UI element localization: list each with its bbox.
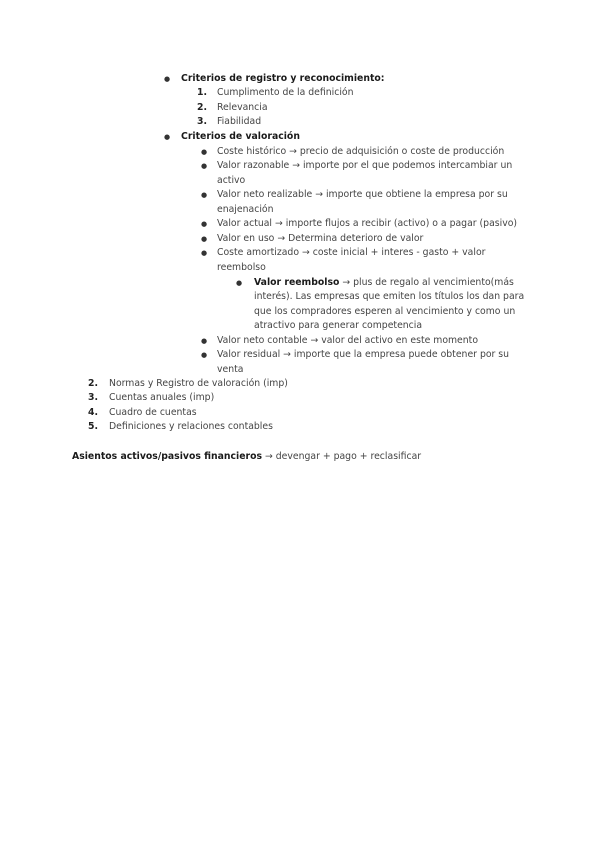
list-item: Cuadro de cuentas	[109, 407, 197, 418]
bullet-icon: ●	[201, 235, 208, 243]
bullet-icon: ●	[164, 75, 171, 83]
list-item: Cumplimento de la definición	[217, 87, 354, 98]
list-number: 4.	[87, 407, 98, 418]
bullet-icon: ●	[201, 220, 208, 228]
list-number: 5.	[87, 421, 98, 432]
list-item: Valor en uso → Determina deterioro de valor	[217, 233, 424, 244]
list-item-continuation: enajenación	[217, 204, 274, 215]
bullet-icon: ●	[164, 133, 171, 141]
list-item: Relevancia	[217, 102, 268, 113]
list-item: Valor actual → importe flujos a recibir (activo) o a pagar (pasivo)	[217, 218, 518, 229]
bullet-icon: ●	[236, 279, 243, 287]
list-number: 2.	[196, 102, 207, 113]
list-number: 2.	[87, 378, 98, 389]
section-title-valoracion: Criterios de valoración	[181, 131, 300, 142]
list-item-continuation: venta	[217, 364, 244, 375]
section-title-registro: Criterios de registro y reconocimiento:	[181, 73, 385, 84]
list-item: Coste amortizado → coste inicial + interes - gasto + valor	[217, 247, 486, 258]
nested-item-text: → plus de regalo al vencimiento(más	[342, 277, 514, 288]
summary-text: → devengar + pago + reclasificar	[264, 451, 422, 462]
summary-paragraph	[72, 451, 421, 463]
list-item: Fiabilidad	[217, 116, 262, 127]
list-item: Valor razonable → importe por el que podemos intercambiar un	[217, 160, 513, 171]
list-item: Valor neto contable → valor del activo en este momento	[217, 335, 479, 346]
list-item: Valor residual → importe que la empresa puede obtener por su	[217, 349, 510, 360]
nested-item-continuation: interés). Las empresas que emiten los títulos los dan para	[254, 291, 525, 302]
bullet-icon: ●	[201, 148, 208, 156]
bullet-icon: ●	[201, 351, 208, 359]
list-item: Definiciones y relaciones contables	[109, 421, 273, 432]
bullet-icon: ●	[201, 337, 208, 345]
list-item: Coste histórico → precio de adquisición o coste de producción	[217, 146, 505, 157]
nested-item-continuation: que los compradores esperen al vencimiento y como un	[254, 306, 516, 317]
list-item: Cuentas anuales (imp)	[109, 392, 215, 403]
list-item-continuation: reembolso	[217, 262, 266, 273]
nested-item	[254, 277, 514, 289]
nested-item-term: Valor reembolso	[254, 277, 340, 288]
bullet-icon: ●	[201, 249, 208, 257]
list-number: 1.	[196, 87, 207, 98]
bullet-icon: ●	[201, 191, 208, 199]
bullet-icon: ●	[201, 162, 208, 170]
list-item: Valor neto realizable → importe que obtiene la empresa por su	[217, 189, 508, 200]
list-item: Normas y Registro de valoración (imp)	[109, 378, 288, 389]
summary-term: Asientos activos/pasivos financieros	[72, 451, 263, 462]
list-number: 3.	[196, 116, 207, 127]
list-number: 3.	[87, 392, 98, 403]
list-item-continuation: activo	[217, 175, 246, 186]
nested-item-continuation: atractivo para generar competencia	[254, 320, 423, 331]
